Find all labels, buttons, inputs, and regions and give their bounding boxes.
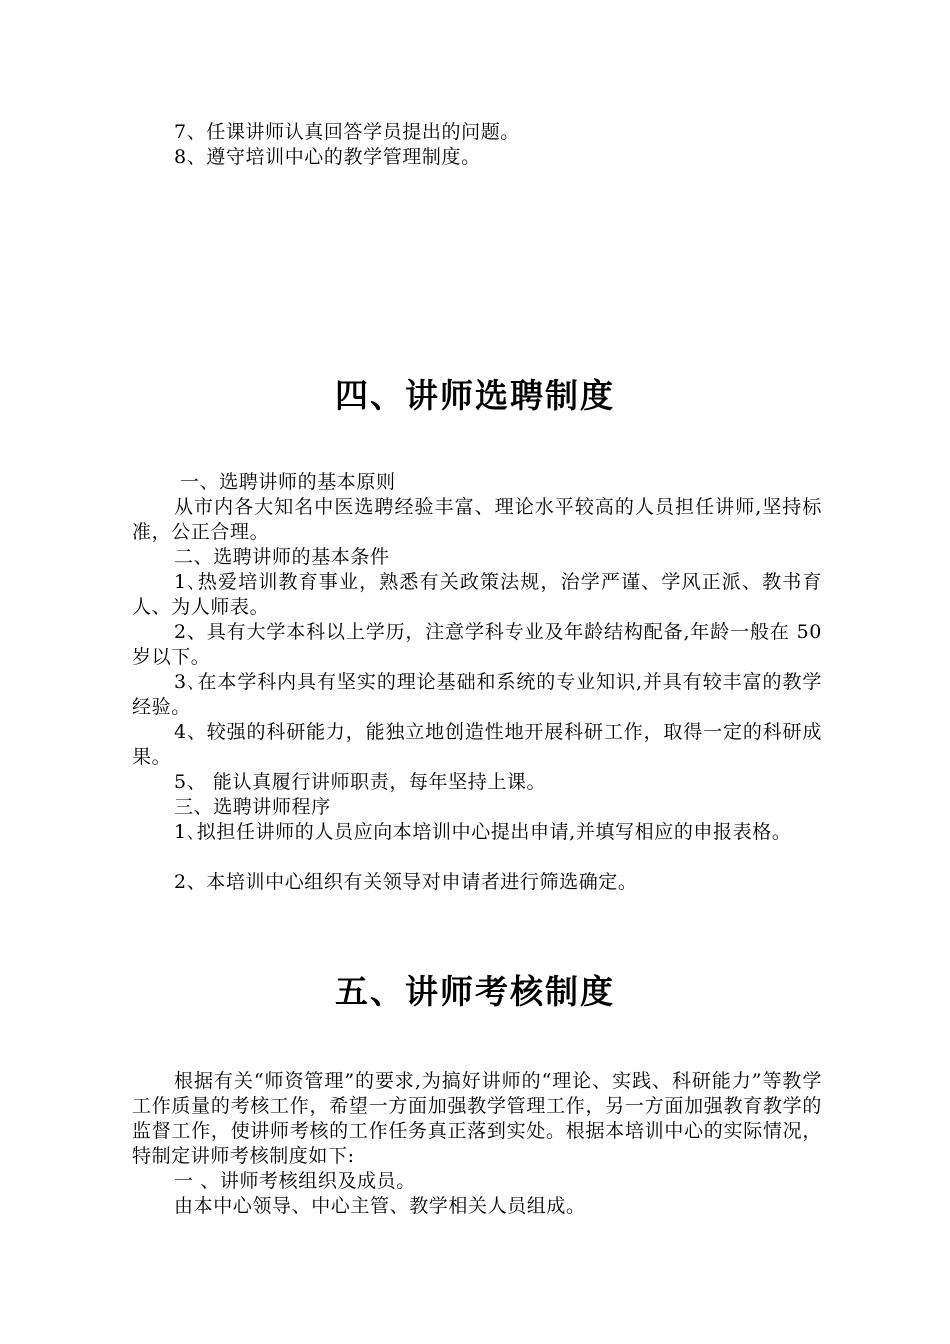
conditions-heading: 二、选聘讲师的基本条件 [174,546,390,568]
condition-3: 3､在本学科内具有坚实的理论基础和系统的专业知识,并具有较丰富的教学经验。 [132,671,822,718]
procedure-1: 1､拟担任讲师的人员应向本培训中心提出申请,并填写相应的申报表格。 [174,821,792,843]
rule-item-8: 8、遵守培训中心的教学管理制度。 [174,146,481,168]
condition-5: 5、 能认真履行讲师职责，每年坚持上课。 [174,771,547,793]
condition-2: 2、具有大学本科以上学历，注意学科专业及年龄结构配备,年龄一般在 50 岁以下。 [132,621,822,668]
section-4-title: 四、讲师选聘制度 [335,376,615,415]
condition-4: 4、较强的科研能力，能独立地创造性地开展科研工作，取得一定的科研成果。 [132,721,822,768]
condition-1: 1､热爱培训教育事业，熟悉有关政策法规，治学严谨、学风正派、教书育人、为人师表。 [132,571,822,618]
assessment-item-1-text: 由本中心领导、中心主管、教学相关人员组成。 [174,1195,586,1217]
procedure-2: 2、本培训中心组织有关领导对申请者进行筛选确定。 [174,871,638,893]
procedure-heading: 三、选聘讲师程序 [174,796,331,818]
assessment-intro: 根据有关“师资管理”的要求,为搞好讲师的“理论、实践、科研能力”等教学工作质量的考核工作，希望一方面加强教学管理工作，另一方面加强教育教学的监督工作，使讲师考核的工作任务真正落到实处。根据本培训中心的实际情况，特制定讲师考核制度如下: [132,1070,822,1167]
principle-heading: 一、选聘讲师的基本原则 [180,471,396,493]
assessment-item-1-heading: 一 、讲师考核组织及成员。 [174,1170,416,1192]
section-5-title: 五、讲师考核制度 [335,972,615,1011]
rule-item-7: 7、任课讲师认真回答学员提出的问题。 [174,121,520,143]
principle-text: 从市内各大知名中医选聘经验丰富、理论水平较高的人员担任讲师,坚持标准，公正合理。 [132,496,822,543]
